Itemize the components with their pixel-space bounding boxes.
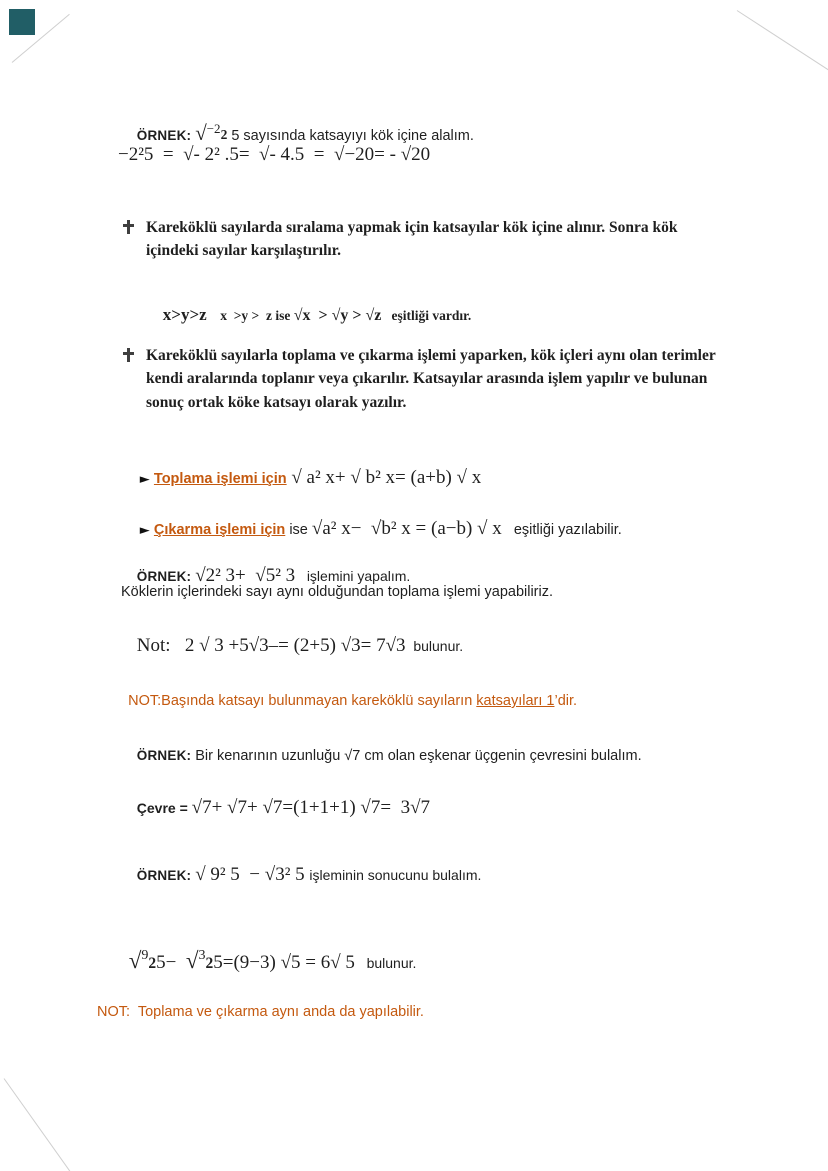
example-3-line: [119, 729, 642, 783]
bullet-paragraph-ordering: [122, 216, 716, 263]
subtraction-heading: Çıkarma işlemi için: [153, 522, 286, 538]
inequality-line: [145, 287, 471, 343]
subtraction-tail: eşitliği yazılabilir.: [501, 522, 622, 538]
perimeter-math: √7+ √7+ √7=(1+1+1) √7= 3√7: [191, 797, 430, 818]
bullet-1-text: Kareköklü sayılarda sıralama yapmak için katsayılar kök içine alınır. Sonra kök içindeki sayılar karşılaştırılır.: [146, 219, 678, 260]
not-math: 2 √ 3 +5√3–= (2+5) √3= 7√3: [170, 635, 406, 656]
inequality-big: x>y>z: [162, 305, 207, 324]
calc-tail: bulunur.: [354, 955, 417, 971]
calc-sup-9: 9: [141, 948, 149, 963]
perimeter-label: Çevre =: [136, 800, 192, 816]
orange-note-coefficient: [112, 677, 577, 725]
perimeter-line: [119, 779, 430, 837]
radical-sign: √: [128, 948, 142, 973]
bullet-paragraph-addition-rule: [122, 344, 716, 414]
cross-bullet-icon: [122, 219, 134, 263]
example-4-tail: işleminin sonucunu bulalım.: [309, 867, 482, 883]
addition-heading: Toplama işlemi için: [153, 471, 287, 487]
calc-result: 5=(9−3) √5 = 6√ 5: [213, 952, 355, 973]
calc-exp-2: 2: [205, 955, 214, 972]
not-label: Not:: [136, 635, 171, 656]
example-2-label: ÖRNEK:: [136, 569, 196, 584]
arrow-bullet-icon: ►: [139, 523, 154, 538]
page-edge-line-top-right: [737, 10, 828, 72]
example-4-label: ÖRNEK:: [136, 868, 196, 883]
cross-bullet-icon: [122, 347, 134, 414]
example-4-math: √ 9² 5 − √3² 5: [195, 864, 310, 885]
exponent-sup: −2: [206, 121, 221, 136]
explanation-line: Köklerin içlerindeki sayı aynı olduğundan toplama işlemi yapabiliriz.: [121, 584, 553, 600]
example-1-text: 5 sayısında katsayıyı kök içine alalım.: [227, 128, 474, 144]
example-1-label: ÖRNEK:: [136, 128, 196, 143]
bullet-2-text: Kareköklü sayılarla toplama ve çıkarma işlemi yaparken, kök içleri aynı olan terimler kendi aralarında toplanır veya çıkarılır. Katsayılar arasında işlem yapılır ve bulunan sonuç ortak köke katsayı olarak yazılır.: [146, 347, 716, 411]
math-expansion-line: −2²5 = √- 2² .5= √- 4.5 = √−20= - √20: [118, 144, 431, 165]
subtraction-formula: √a² x− √b² x = (a−b) √ x: [311, 518, 502, 539]
orange-note-tail: ’dir.: [554, 693, 578, 709]
page-edge-line-bottom-left: [4, 1078, 71, 1171]
addition-rule-line: [122, 449, 481, 507]
example-2-tail: işlemini yapalım.: [295, 568, 411, 584]
orange-note-underlined: katsayıları 1: [476, 693, 555, 709]
inequality-tail: eşitliği vardır.: [381, 308, 472, 323]
subtraction-mid: ise: [285, 522, 312, 538]
calc-mid-1: 5−: [156, 952, 186, 973]
radical-sign: √: [195, 121, 207, 145]
radical-sign: √: [185, 948, 199, 973]
not-calculation-line: [119, 617, 463, 675]
corner-square-decoration: [9, 9, 35, 35]
example-2-math: √2² 3+ √5² 3: [195, 565, 296, 586]
not-tail: bulunur.: [405, 638, 464, 654]
inequality-mid: x >y > z ise: [206, 308, 294, 323]
calc-sup-3: 3: [198, 948, 206, 963]
orange-note-lead: NOT:Başında katsayı bulunmayan kareköklü sayıların: [128, 693, 477, 709]
orange-note-simultaneous: NOT: Toplama ve çıkarma aynı anda da yapılabilir.: [97, 1004, 424, 1020]
example-3-text: Bir kenarının uzunluğu √7 cm olan eşkenar üçgenin çevresini bulalım.: [195, 748, 642, 764]
inequality-roots: √x > √y > √z: [293, 307, 382, 324]
example-3-label: ÖRNEK:: [136, 748, 196, 763]
addition-formula: √ a² x+ √ b² x= (a+b) √ x: [286, 467, 482, 488]
example-4-line: [119, 846, 481, 904]
calc-exp-2: 2: [148, 955, 157, 972]
arrow-bullet-icon: ►: [139, 472, 154, 487]
calculation-result-line: [111, 930, 416, 992]
exponent-sub: 2: [220, 127, 228, 142]
